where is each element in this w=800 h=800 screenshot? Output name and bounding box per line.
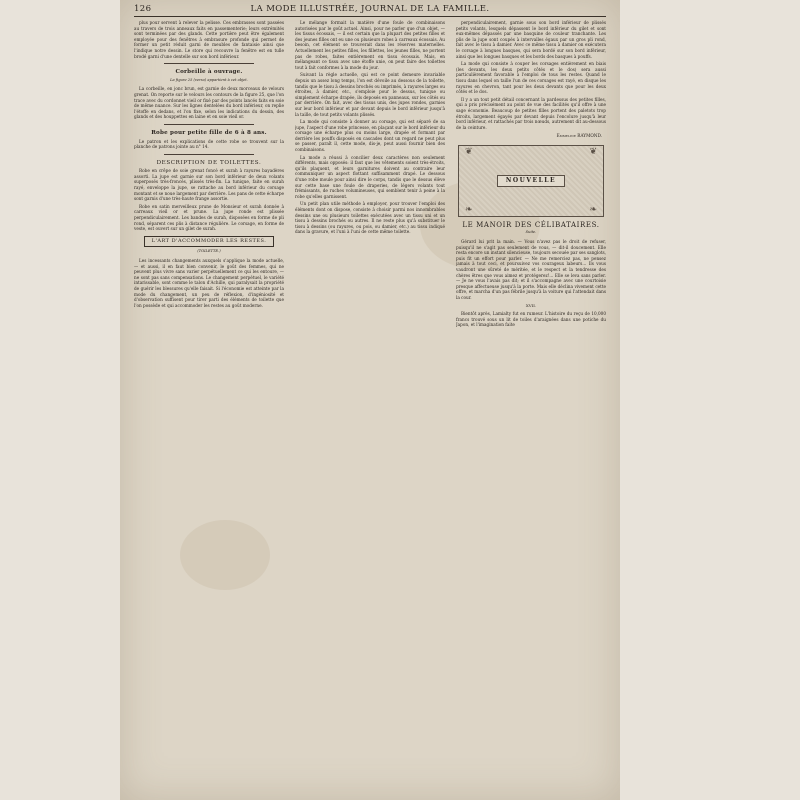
column-1: [134, 20, 284, 790]
banner-label: NOUVELLE: [497, 175, 565, 187]
paragraph: Gérard lui prit la main. — Vous n'avez pas le droit de refuser, puisqu'il ne s'agit pas seulement de vous, — dit-il doucement. Elle resta encore un instant silencieuse, toujours secouée par ses sanglots, puis fit un effort pour parler. — Ne me remerciez pas, ne pensez jamais à tout ceci, et poursuivez vos courageux labeurs... Ils vous vaudront une sûreté de méritée, et le respect et la tendresse des chères êtres que vous aimez et protégerez!... Elle se leva sans parler. — Je ne vous l'avais pas dit; et il s'accompagne avec une courtoisie presque affectueuse jusqu'à la porte. Mais elle déclina vivement cette offre, et marcha d'un pas fébrile jusqu'à la voiture qui l'attendait dans la cour.: [456, 239, 606, 300]
section-title-toilettes: DESCRIPTION DE TOILETTES.: [156, 159, 262, 166]
section-note: La figure 25 (verso) appartient à cet objet.: [170, 77, 248, 82]
paragraph: Le mélange formait la matière d'une foule de combinaisons autorisées par le goût actuel. Ainsi, pour ne parler que d'un objet, — les tissus écossais, — il est certain que la plupart des petites filles et des jeunes filles ont eu une ou plusieurs robes à carreaux écossais. Au besoin, cet élément se trouverait dans les réserves maternelles. Actuellement les petites filles, les fillettes, les jeunes filles, ne portent pas de robes, faites entièrement en tissu écossais. Mais, en mélangeant ce tissu avec une étoffe unie, on peut faire des toilettes tout à fait conformes à la mode du jour.: [295, 20, 445, 70]
novel-part: Suite.: [525, 230, 537, 235]
column-2: [295, 20, 445, 790]
section-title-corbeille: Corbeille à ouvrage.: [175, 69, 243, 76]
paragraph: Il y a un tout petit détail concernant la pardessus des petites filles, qui a pris précisément au point de vue des facilités qu'il offre à une sage économie. Beaucoup de petites filles portent des paletots trop étroits, largement égayés par devant depuis l'encolure jusqu'à leur bord inférieur, et rattachés par trois nœuds, autrement dit au-dessous de la ceinture.: [456, 96, 606, 130]
background-right: [620, 0, 800, 800]
paragraph: Le patron et les explications de cette robe se trouvent sur la planche de patrons jointe au n° 14.: [134, 138, 284, 150]
paragraph: Bientôt après, Lamialty fut en rumeur. L'histoire du reçu de 10,000 francs trouvé sous un lit de toiles d'araignées dans une potiche du Japon, et l'imagination faite: [456, 311, 606, 328]
divider: [164, 124, 254, 125]
paragraph: Robe en satin merveilleux prune de Monsieur et surah donnée à carreaux vieil or et prune. La jupe ronde est plissée perpendiculairement. Les bandes de surah, disposées en forme de pli rond, séparent ces plis à distance régulière. Le corsage, en forme de veste, est ouvert sur un gilet de surah.: [134, 203, 284, 232]
running-header: [134, 4, 606, 16]
divider: [164, 154, 254, 155]
paragraph: La corbeille, en jonc brun, est garnie de deux morceaux de velours grenat. On reporte sur le velours les contours de la figure 25, que l'on trace avec du cordonnet vieil or fixé par des points lancés faits en soie de même nuance. Sur les lignes dentelées du bord inférieur, on replie l'étoffe en dedans, et l'on fixe, selon les indications du dessin, des glands et des houppettes en laine et en soie vieil or.: [134, 86, 284, 120]
paragraph: Un petit plan utile méthode à employer, pour trouver l'emploi des éléments dont on dispose, consiste à choisir parmi nos innombrables dessins une ou plusieurs toilettes exécutées avec un tissu uni et un tissu à dessins brochés ou autres. Il ne reste plus qu'à substituer le tissu à dessins (ou rayures, ou pois, ou damier, etc.) au tissu indiqué dans la gravure, et l'uni à l'uni de cette même toilette.: [295, 201, 445, 235]
paragraph: Les incessants changements auxquels s'applique la mode actuelle, — et aussi, il en faut bien convenir, le goût des femmes, qui ne peuvent plus vivre sans varier perpétuellement ce qui les entoure, — ne sont pas sans compensations. Le changement perpétuel, le variété intarissable, sont comme le talon d'Achille, qui paralysait la propriété de guérir les blessures qu'elle faisait. Si l'économie est atteinte par la mode du changement, un peu de réflexion, d'ingéniosité et d'observation suffisent pour tirer parti des éléments de toilette que l'on possède et qui accommoder les restes au goût moderne.: [134, 258, 284, 308]
author-signature: Emmeline RAYMOND.: [556, 133, 602, 139]
section-note: (TOILETTE.): [197, 249, 221, 254]
novel-title: LE MANOIR DES CÉLIBATAIRES.: [462, 220, 600, 229]
chapter-number: XVII.: [525, 302, 537, 308]
flourish-ornament-icon: ❦: [589, 146, 597, 157]
paragraph: perpendiculairement, garnie sous son bord inférieur de plissés petits volants, lesquels dépassent le bord inférieur du gilet et sont eux-mêmes dépassés par une basquine de couleur tranchante. Les plis de la jupe sont coupés à intervalles égaux par un gros pli rond, fait avec le tissu à damier. Avec ce même tissu à damier on exécutera le corsage à longues basques, qui sera bordé sur son bord inférieur, ainsi que les longues basques et les bords des basques à pouffs.: [456, 20, 606, 59]
intro-paragraph: plus pour servent à relever la pelisse. Ces embrasses sont passées au travers de trois anneaux faits en passementerie; leurs extrémités sont terminées par des glands. Cette portière peut être également employée pour des fenêtres à embrasure profonde qui permet de former un petit réduit garni de meubles de fantaisie ainsi que l'indique notre dessin. Le store qui recouvre la fenêtre est en tulle brodé garni d'une dentelle sur son bord inférieur.: [134, 20, 284, 59]
header-rule: [134, 16, 606, 17]
section-title-restes: L'ART D'ACCOMMODER LES RESTES.: [144, 236, 274, 248]
newspaper-page: [120, 0, 620, 800]
flourish-ornament-icon: ❧: [465, 205, 473, 216]
nouvelle-banner: [458, 145, 604, 217]
section-title-robe: Robe pour petite fille de 6 à 8 ans.: [151, 129, 267, 136]
page-number: 126: [134, 4, 152, 14]
background-left: [0, 0, 120, 800]
paragraph: Robe en crêpe de soie grenat foncé et surah à rayures bayadères assorti. La jupe est garnie sur son bord inférieur de deux volants superposés très-froncés, plissés très-fin. La tunique, faite en surah rayé, enveloppe la jupe, se rattache au bord inférieur du corsage montant et se noue largement par derrière. Les pans de cette écharpe sont garnis d'une très-haute frange assortie.: [134, 168, 284, 202]
paragraph: La mode qui consiste à donner au corsage, qui est séparé de sa jupe, l'aspect d'une robe princesse, en plaçant sur le bord inférieur du corsage une écharpe plus ou moins large, drapée et formant par derrière les pouffs disposés en cascades dont un regard ne peut plus se passer, paraît il, cette mode, dis-je, peut aussi fournir bien des combinaisons.: [295, 119, 445, 153]
paragraph: La mode qui consiste à couper les corsages entièrement en biais (les devants, les deux petits côtés et le dos) sera aussi particulièrement favorable à l'emploi de tous les restes. Quand le tissu dans lequel on taille l'un de ces corsages est rayé, en disque les rayures en chevron, tant pour les deux devants que pour les deux côtés et le dos.: [456, 61, 606, 95]
flourish-ornament-icon: ❧: [589, 205, 597, 216]
paragraph: Suivant la règle actuelle, qui est ce point demeure invariable depuis un assez long temps, l'on est dévoile au dessous de la toilette, tandis que le tissu à dessins brochés ou imprimés, à rayures larges ou étroites, à damier, etc., s'emploie pour le dessus, tunique ou simplement écharpe drapée, ils deposés en panneaux, sur les côtés ou par derrière. On fait, avec des tissus unis, des jupes rondes, garnies sur leur bord inférieur et par devant depuis le bord inférieur jusqu'à la taille, de tout petits volants plissés.: [295, 72, 445, 117]
running-title: LA MODE ILLUSTRÉE, JOURNAL DE LA FAMILLE.: [250, 4, 490, 14]
paragraph: La mode a réussi à concilier deux caractères non seulement différents, mais opposés: il faut que les vêtements soient très-étroits, qu'ils plaquent, et leurs garnitures doivent au contraire leur communiquer un aspect flottant suffisamment drapé. Le dessous d'une robe moule pour ainsi dire le corps, tandis que le dessus élève sur cette base une foule de draperies, de légers volants tout frémissants, de ruches volumineuses, qui semblent tenir à peine à la robe qu'elles garnissent.: [295, 154, 445, 199]
divider: [164, 63, 254, 64]
flourish-ornament-icon: ❦: [465, 146, 473, 157]
column-3: [456, 20, 606, 790]
